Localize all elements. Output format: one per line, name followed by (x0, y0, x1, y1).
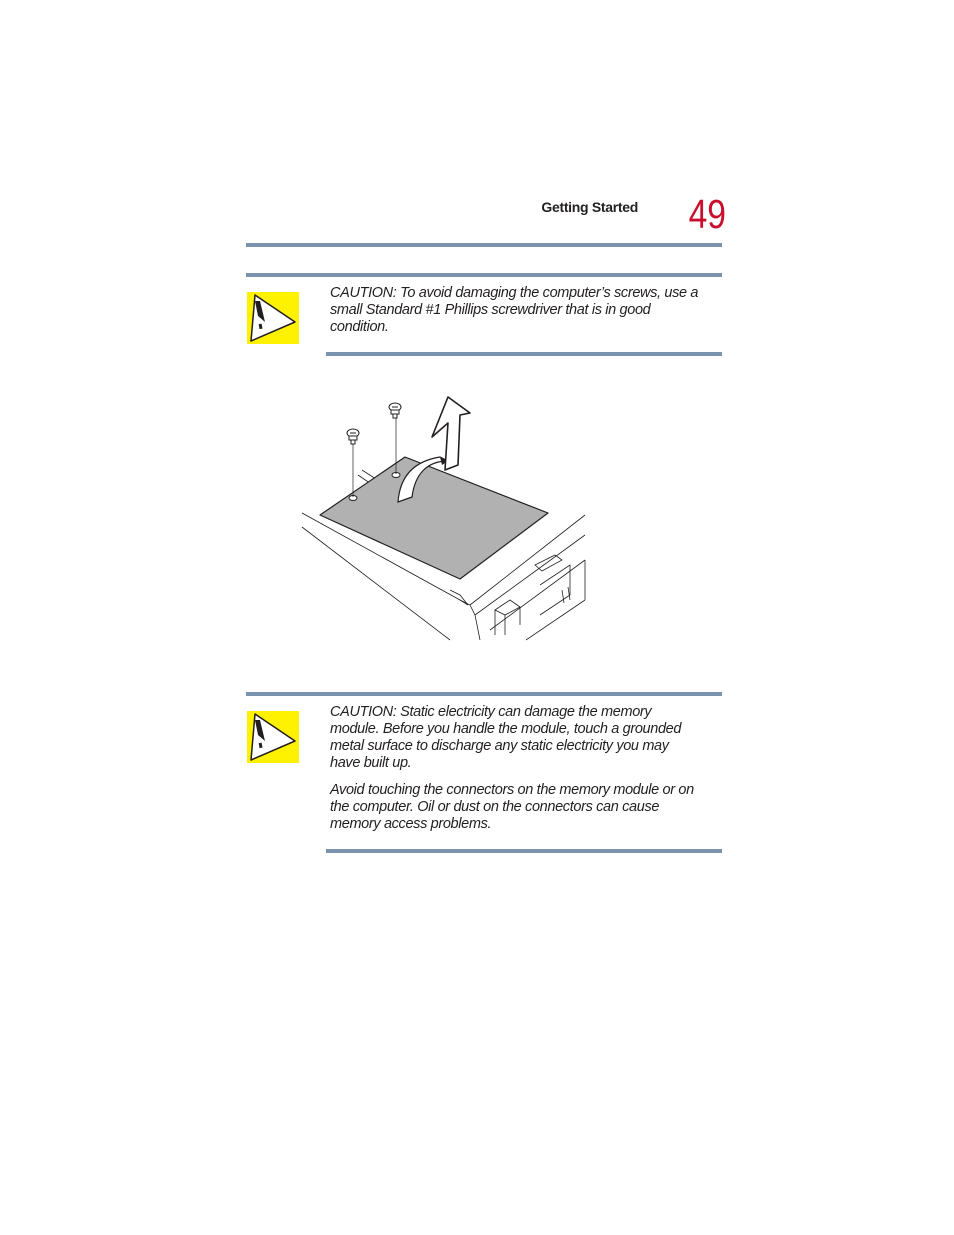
caution1-text (330, 285, 702, 346)
caution-triangle-icon (247, 711, 299, 763)
running-header-title: Getting Started (541, 199, 638, 215)
caution2-bottom-rule (326, 849, 722, 853)
caution2-text (330, 704, 702, 843)
caution1-top-rule (246, 273, 722, 277)
caution2-paragraph-2: Avoid touching the connectors on the memory module or on the computer. Oil or dust on the connectors can cause memory access problems. (330, 782, 694, 832)
page-number: 49 (688, 191, 726, 237)
caution-triangle-icon (247, 292, 299, 344)
caution2-top-rule (246, 692, 722, 696)
caution2-paragraph-1: CAUTION: Static electricity can damage the memory module. Before you handle the module, touch a grounded metal surface to discharge any static electricity you may have built up. (330, 704, 682, 771)
caution1-paragraph: CAUTION: To avoid damaging the computer’s screws, use a small Standard #1 Phillips screwdriver that is in good condition. (330, 285, 699, 335)
caution1-bottom-rule (326, 352, 722, 356)
header-rule (246, 243, 722, 247)
memory-cover-removal-illustration (300, 395, 590, 645)
